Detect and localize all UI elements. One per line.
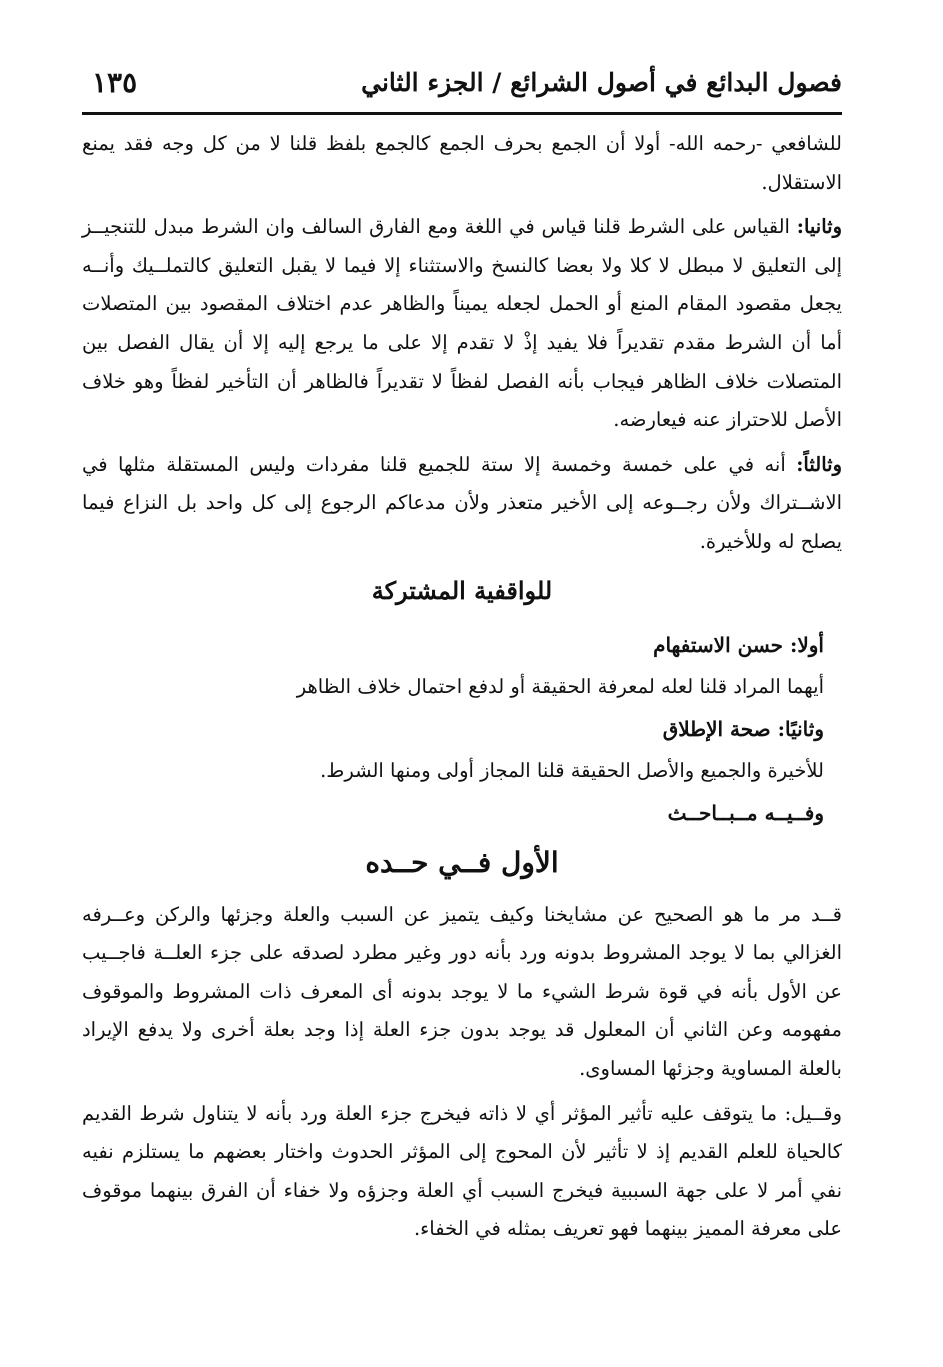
paragraph-2-text: القياس على الشرط قلنا قياس في اللغة ومع الفارق السالف وان الشرط مبدل للتنجيــز إلى التعليق لا مبطل لا كلا ولا بعضا كالنسخ والاستثناء إلا فيما لا يقبل التعليق كالتملــيك وأنــه يجعل مقصود المقام المنع أو الحمل لجعله يميناً والظاهر عدم اختلاف المقصود بين المتصلات أما أن الشرط مقدم تقديراً فلا يفيد إذْ لا تقدم إلا على ما يرجع إليه إلا أن يقال الفصل بين المتصلات خلاف الظاهر فيجاب بأنه الفصل لفظاً لا تقديراً فالظاهر أن التأخير لفظاً وهو خلاف الأصل للاحتراز عنه فيعارضه. [82, 215, 842, 432]
header-rule [82, 112, 842, 115]
paragraph-5 [82, 1095, 842, 1249]
page [82, 60, 842, 1255]
paragraph-3-lead: وثالثاً: [796, 452, 842, 476]
paragraph-2-lead: وثانيا: [796, 215, 842, 239]
paragraph-1-text: للشافعي -رحمه الله- أولا أن الجمع بحرف الجمع كالجمع بلفظ قلنا لا من كل وجه فقد يمنع الاستقلال. [82, 132, 842, 194]
paragraph-1 [82, 125, 842, 202]
paragraph-4 [82, 896, 842, 1089]
topics-heading: وفــيــه مــبــاحــث [667, 800, 824, 825]
second-argument-heading: وثانيًا: صحة الإطلاق [662, 716, 824, 741]
paragraph-3 [82, 446, 842, 562]
paragraph-2 [82, 208, 842, 440]
first-argument-text: أيهما المراد قلنا لعله لمعرفة الحقيقة أو لدفع احتمال خلاف الظاهر [296, 674, 824, 698]
paragraph-5-text: وقــيل: ما يتوقف عليه تأثير المؤثر أي لا ذاته فيخرج جزء العلة ورد بأنه لا يتناول شرط القديم كالحياة للعلم القديم إذ لا تأثير لأن المحوج إلى المؤثر الحدوث واختار بعضهم ما يستلزم نفيه نفي أمر لا على جهة السببية فيخرج السبب أي العلة وجزؤه ولا خفاء أن الفرق بينهما موقوف على معرفة المميز بينهما فهو تعريف بمثله في الخفاء. [82, 1101, 842, 1241]
first-argument-heading: أولا: حسن الاستفهام [653, 632, 824, 657]
running-header [82, 60, 842, 112]
section-heading: للواقفية المشتركة [371, 575, 553, 605]
second-argument-text: للأخيرة والجميع والأصل الحقيقة قلنا المجاز أولى ومنها الشرط. [320, 758, 824, 782]
book-title: فصول البدائع في أصول الشرائع / الجزء الثاني [361, 68, 842, 97]
paragraph-4-text: قــد مر ما هو الصحيح عن مشايخنا وكيف يتميز عن السبب والعلة وجزئها والركن وعــرفه الغزالي بما لا يوجد المشروط بدونه ورد بأنه دور وغير مطرد لصدقه على جزء العلــة فاجــيب عن الأول بأنه في قوة شرط الشيء ما لا يوجد بدونه أى المعرف ذات المشروط والموقوف مفهومه وعن الثاني أن المعلول قد يوجد بدون جزء العلة إذا وجد بعلة أخرى ولا يدفع الإيراد بالعلة المساوية وجزئها المساوى. [82, 902, 842, 1080]
paragraph-3-text: أنه في على خمسة وخمسة إلا ستة للجميع قلنا مفردات وليس المستقلة مثلها في الاشــتراك ولأن رجــوعه إلى الأخير متعذر ولأن مدعاكم الرجوع إلى كل واحد بل النزاع فيما يصلح له وللأخيرة. [82, 452, 842, 553]
page-number: ١٣٥ [92, 66, 138, 99]
chapter-heading: الأول فــي حــده [365, 845, 559, 879]
